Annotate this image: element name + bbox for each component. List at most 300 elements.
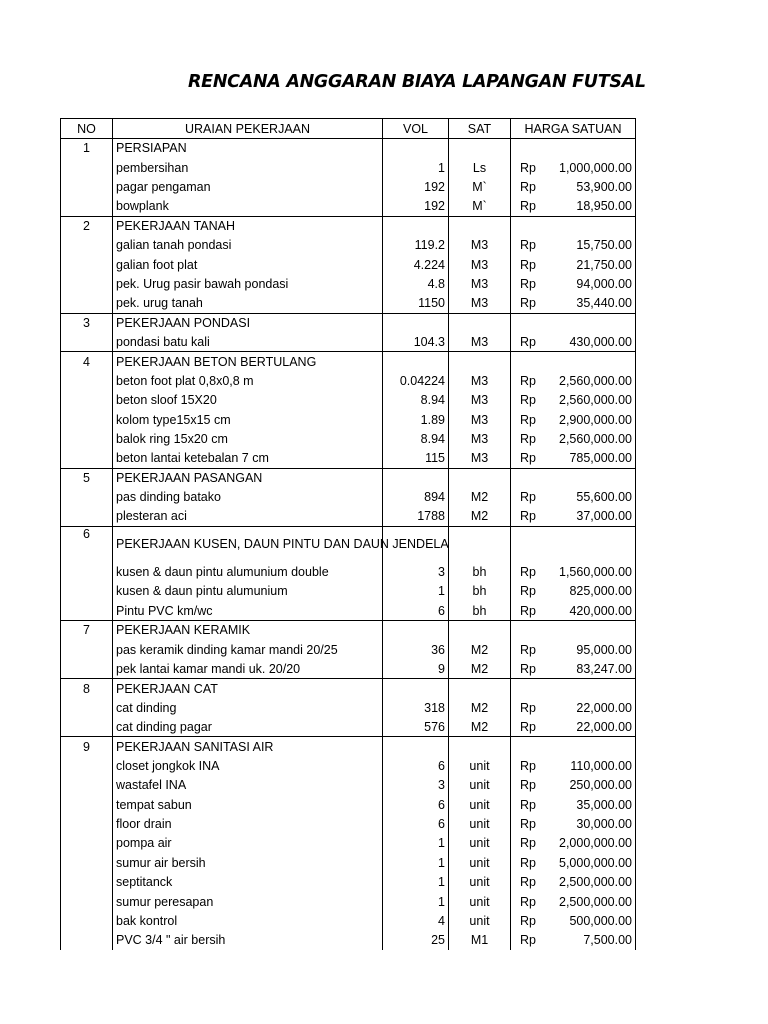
section-row (61, 526, 636, 562)
item-no-empty (61, 911, 113, 930)
item-volume: 894 (383, 488, 449, 507)
unit-price: 420,000.00 (569, 603, 632, 618)
item-no-empty (61, 717, 113, 736)
item-row (61, 332, 636, 351)
section-name: PEKERJAAN KUSEN, DAUN PINTU DAN DAUN JENDELA (113, 526, 383, 562)
unit-price: 22,000.00 (576, 719, 632, 734)
section-vol-empty (383, 620, 449, 639)
section-price-empty (511, 526, 636, 562)
item-no-empty (61, 853, 113, 872)
section-sat-empty (449, 679, 511, 698)
item-description: galian tanah pondasi (113, 235, 383, 254)
item-unit: unit (449, 834, 511, 853)
unit-price: 53,900.00 (576, 179, 632, 194)
section-name: PEKERJAAN CAT (113, 679, 383, 698)
unit-price: 94,000.00 (576, 276, 632, 291)
item-volume: 1 (383, 873, 449, 892)
item-volume: 1 (383, 892, 449, 911)
section-sat-empty (449, 620, 511, 639)
item-row (61, 795, 636, 814)
item-description: PVC 3/4 " air bersih (113, 931, 383, 950)
unit-price: 1,560,000.00 (559, 565, 632, 579)
item-price-cell (511, 659, 636, 678)
section-row (61, 313, 636, 332)
item-no-empty (61, 601, 113, 620)
item-price-cell (511, 274, 636, 293)
item-unit: bh (449, 562, 511, 581)
section-row (61, 216, 636, 235)
item-row (61, 449, 636, 468)
unit-price: 2,560,000.00 (559, 393, 632, 408)
unit-price: 2,500,000.00 (559, 894, 632, 909)
currency-label: Rp (520, 257, 536, 272)
item-unit: M3 (449, 410, 511, 429)
item-no-empty (61, 429, 113, 448)
item-volume: 104.3 (383, 332, 449, 351)
section-price-empty (511, 216, 636, 235)
item-volume: 0.04224 (383, 371, 449, 390)
item-price-cell (511, 294, 636, 313)
item-unit: M3 (449, 255, 511, 274)
item-volume: 576 (383, 717, 449, 736)
item-no-empty (61, 698, 113, 717)
item-unit: unit (449, 911, 511, 930)
section-row (61, 468, 636, 487)
item-row (61, 931, 636, 950)
item-row (61, 274, 636, 293)
item-price-cell (511, 371, 636, 390)
section-vol-empty (383, 352, 449, 371)
table-body (61, 139, 636, 951)
item-price-cell (511, 235, 636, 254)
currency-label: Rp (520, 914, 536, 929)
item-price-cell (511, 911, 636, 930)
item-unit: unit (449, 853, 511, 872)
currency-label: Rp (520, 509, 536, 524)
section-vol-empty (383, 468, 449, 487)
item-no-empty (61, 488, 113, 507)
item-description: pas dinding batako (113, 488, 383, 507)
section-name: PEKERJAAN SANITASI AIR (113, 737, 383, 756)
item-no-empty (61, 158, 113, 177)
item-unit: M3 (449, 371, 511, 390)
item-volume: 9 (383, 659, 449, 678)
section-number: 3 (61, 313, 113, 332)
item-description: pek. Urug pasir bawah pondasi (113, 274, 383, 293)
item-row (61, 255, 636, 274)
item-description: sumur peresapan (113, 892, 383, 911)
section-number: 8 (61, 679, 113, 698)
item-description: pondasi batu kali (113, 332, 383, 351)
section-row (61, 139, 636, 158)
section-sat-empty (449, 313, 511, 332)
item-description: balok ring 15x20 cm (113, 429, 383, 448)
section-price-empty (511, 679, 636, 698)
item-volume: 119.2 (383, 235, 449, 254)
item-price-cell (511, 158, 636, 177)
item-unit: Ls (449, 158, 511, 177)
currency-label: Rp (520, 778, 536, 793)
unit-price: 83,247.00 (576, 661, 632, 676)
item-row (61, 582, 636, 601)
item-row (61, 911, 636, 930)
item-price-cell (511, 391, 636, 410)
currency-label: Rp (520, 758, 536, 773)
unit-price: 785,000.00 (569, 451, 632, 466)
item-description: cat dinding (113, 698, 383, 717)
item-price-cell (511, 197, 636, 216)
currency-label: Rp (520, 817, 536, 832)
item-price-cell (511, 332, 636, 351)
item-row (61, 776, 636, 795)
item-row (61, 158, 636, 177)
item-row (61, 197, 636, 216)
item-volume: 25 (383, 931, 449, 950)
unit-price: 37,000.00 (576, 509, 632, 524)
item-volume: 6 (383, 795, 449, 814)
unit-price: 18,950.00 (576, 199, 632, 214)
item-unit: M3 (449, 294, 511, 313)
currency-label: Rp (520, 642, 536, 657)
item-unit: unit (449, 814, 511, 833)
item-unit: M2 (449, 640, 511, 659)
currency-label: Rp (520, 490, 536, 505)
item-description: sumur air bersih (113, 853, 383, 872)
currency-label: Rp (520, 797, 536, 812)
item-no-empty (61, 235, 113, 254)
unit-price: 35,000.00 (576, 797, 632, 812)
currency-label: Rp (520, 584, 536, 599)
item-unit: M2 (449, 659, 511, 678)
item-price-cell (511, 698, 636, 717)
unit-price: 55,600.00 (576, 490, 632, 505)
item-volume: 4.8 (383, 274, 449, 293)
section-name: PERSIAPAN (113, 139, 383, 158)
item-price-cell (511, 873, 636, 892)
unit-price: 2,500,000.00 (559, 875, 632, 890)
item-row (61, 429, 636, 448)
item-price-cell (511, 931, 636, 950)
section-vol-empty (383, 139, 449, 158)
item-no-empty (61, 931, 113, 950)
item-description: kusen & daun pintu alumunium (113, 582, 383, 601)
item-no-empty (61, 756, 113, 775)
item-no-empty (61, 507, 113, 526)
item-price-cell (511, 601, 636, 620)
unit-price: 35,440.00 (576, 296, 632, 311)
item-description: bak kontrol (113, 911, 383, 930)
currency-label: Rp (520, 199, 536, 214)
item-volume: 4 (383, 911, 449, 930)
currency-label: Rp (520, 160, 536, 175)
section-number: 9 (61, 737, 113, 756)
item-description: cat dinding pagar (113, 717, 383, 736)
currency-label: Rp (520, 661, 536, 676)
section-price-empty (511, 139, 636, 158)
item-price-cell (511, 410, 636, 429)
section-number: 5 (61, 468, 113, 487)
currency-label: Rp (520, 334, 536, 349)
unit-price: 110,000.00 (570, 758, 632, 773)
currency-label: Rp (520, 719, 536, 734)
item-volume: 4.224 (383, 255, 449, 274)
item-unit: M2 (449, 698, 511, 717)
currency-label: Rp (520, 238, 536, 253)
currency-label: Rp (520, 432, 536, 447)
section-number: 2 (61, 216, 113, 235)
item-row (61, 371, 636, 390)
currency-label: Rp (520, 276, 536, 291)
item-volume: 3 (383, 562, 449, 581)
header-harga: HARGA SATUAN (511, 119, 636, 139)
item-description: pompa air (113, 834, 383, 853)
section-name: PEKERJAAN BETON BERTULANG (113, 352, 383, 371)
currency-label: Rp (520, 565, 536, 579)
section-price-empty (511, 620, 636, 639)
item-description: closet jongkok INA (113, 756, 383, 775)
item-description: beton sloof 15X20 (113, 391, 383, 410)
item-price-cell (511, 488, 636, 507)
item-no-empty (61, 294, 113, 313)
header-row (61, 119, 636, 139)
item-description: floor drain (113, 814, 383, 833)
item-unit: bh (449, 601, 511, 620)
item-no-empty (61, 562, 113, 581)
item-unit: M3 (449, 391, 511, 410)
section-vol-empty (383, 216, 449, 235)
item-unit: M` (449, 177, 511, 196)
item-price-cell (511, 507, 636, 526)
item-row (61, 410, 636, 429)
item-volume: 8.94 (383, 429, 449, 448)
item-row (61, 892, 636, 911)
unit-price: 30,000.00 (576, 817, 632, 832)
item-no-empty (61, 197, 113, 216)
item-price-cell (511, 640, 636, 659)
item-price-cell (511, 834, 636, 853)
currency-label: Rp (520, 933, 536, 948)
unit-price: 500,000.00 (569, 914, 632, 929)
item-description: beton foot plat 0,8x0,8 m (113, 371, 383, 390)
unit-price: 7,500.00 (583, 933, 632, 948)
item-no-empty (61, 449, 113, 468)
item-row (61, 756, 636, 775)
item-price-cell (511, 429, 636, 448)
item-description: bowplank (113, 197, 383, 216)
item-volume: 1788 (383, 507, 449, 526)
item-no-empty (61, 391, 113, 410)
item-description: pek. urug tanah (113, 294, 383, 313)
unit-price: 15,750.00 (576, 238, 632, 253)
item-unit: M3 (449, 449, 511, 468)
item-row (61, 873, 636, 892)
item-price-cell (511, 177, 636, 196)
item-volume: 318 (383, 698, 449, 717)
item-unit: M2 (449, 507, 511, 526)
unit-price: 1,000,000.00 (559, 160, 632, 175)
section-price-empty (511, 313, 636, 332)
item-row (61, 853, 636, 872)
section-row (61, 679, 636, 698)
item-unit: M3 (449, 332, 511, 351)
item-volume: 6 (383, 601, 449, 620)
item-no-empty (61, 371, 113, 390)
unit-price: 430,000.00 (569, 334, 632, 349)
section-number: 6 (61, 526, 113, 562)
item-price-cell (511, 892, 636, 911)
section-row (61, 620, 636, 639)
item-unit: M3 (449, 274, 511, 293)
section-row (61, 352, 636, 371)
item-no-empty (61, 274, 113, 293)
item-price-cell (511, 717, 636, 736)
item-no-empty (61, 776, 113, 795)
item-unit: bh (449, 582, 511, 601)
item-price-cell (511, 776, 636, 795)
item-description: kusen & daun pintu alumunium double (113, 562, 383, 581)
currency-label: Rp (520, 393, 536, 408)
item-description: pas keramik dinding kamar mandi 20/25 (113, 640, 383, 659)
currency-label: Rp (520, 296, 536, 311)
item-no-empty (61, 640, 113, 659)
item-row (61, 294, 636, 313)
item-unit: unit (449, 892, 511, 911)
section-number: 7 (61, 620, 113, 639)
header-uraian: URAIAN PEKERJAAN (113, 119, 383, 139)
item-unit: unit (449, 873, 511, 892)
item-no-empty (61, 795, 113, 814)
section-number: 4 (61, 352, 113, 371)
item-unit: M3 (449, 429, 511, 448)
section-sat-empty (449, 216, 511, 235)
item-price-cell (511, 562, 636, 581)
item-no-empty (61, 892, 113, 911)
item-no-empty (61, 873, 113, 892)
item-row (61, 391, 636, 410)
item-volume: 192 (383, 177, 449, 196)
item-volume: 6 (383, 814, 449, 833)
item-description: pek lantai kamar mandi uk. 20/20 (113, 659, 383, 678)
section-name: PEKERJAAN PONDASI (113, 313, 383, 332)
item-description: pembersihan (113, 158, 383, 177)
section-vol-empty (383, 313, 449, 332)
item-row (61, 488, 636, 507)
currency-label: Rp (520, 451, 536, 466)
item-row (61, 834, 636, 853)
item-row (61, 814, 636, 833)
item-volume: 1 (383, 834, 449, 853)
item-row (61, 507, 636, 526)
item-volume: 3 (383, 776, 449, 795)
section-price-empty (511, 352, 636, 371)
item-price-cell (511, 449, 636, 468)
unit-price: 2,560,000.00 (559, 432, 632, 447)
section-price-empty (511, 737, 636, 756)
item-description: Pintu PVC km/wc (113, 601, 383, 620)
item-unit: M` (449, 197, 511, 216)
item-no-empty (61, 332, 113, 351)
item-row (61, 601, 636, 620)
item-volume: 6 (383, 756, 449, 775)
currency-label: Rp (520, 373, 536, 388)
item-description: wastafel INA (113, 776, 383, 795)
item-unit: M2 (449, 717, 511, 736)
currency-label: Rp (520, 894, 536, 909)
item-price-cell (511, 255, 636, 274)
item-no-empty (61, 177, 113, 196)
unit-price: 22,000.00 (576, 700, 632, 715)
item-row (61, 177, 636, 196)
unit-price: 2,560,000.00 (559, 373, 632, 388)
item-row (61, 698, 636, 717)
item-volume: 1 (383, 158, 449, 177)
unit-price: 2,000,000.00 (559, 836, 632, 851)
item-row (61, 717, 636, 736)
unit-price: 2,900,000.00 (559, 412, 632, 427)
unit-price: 825,000.00 (569, 584, 632, 599)
item-volume: 192 (383, 197, 449, 216)
item-no-empty (61, 814, 113, 833)
item-volume: 8.94 (383, 391, 449, 410)
item-description: septitanck (113, 873, 383, 892)
item-unit: unit (449, 795, 511, 814)
section-vol-empty (383, 679, 449, 698)
item-volume: 1.89 (383, 410, 449, 429)
item-description: pagar pengaman (113, 177, 383, 196)
currency-label: Rp (520, 700, 536, 715)
section-sat-empty (449, 139, 511, 158)
item-volume: 1150 (383, 294, 449, 313)
currency-label: Rp (520, 836, 536, 851)
section-number: 1 (61, 139, 113, 158)
item-description: plesteran aci (113, 507, 383, 526)
budget-table (60, 118, 636, 950)
unit-price: 250,000.00 (569, 778, 632, 793)
section-sat-empty (449, 468, 511, 487)
item-no-empty (61, 659, 113, 678)
unit-price: 95,000.00 (576, 642, 632, 657)
currency-label: Rp (520, 875, 536, 890)
item-unit: M1 (449, 931, 511, 950)
unit-price: 5,000,000.00 (559, 855, 632, 870)
currency-label: Rp (520, 855, 536, 870)
item-row (61, 640, 636, 659)
section-name: PEKERJAAN PASANGAN (113, 468, 383, 487)
section-vol-empty (383, 737, 449, 756)
item-unit: M3 (449, 235, 511, 254)
section-sat-empty (449, 352, 511, 371)
item-row (61, 235, 636, 254)
section-sat-empty (449, 526, 511, 562)
item-volume: 1 (383, 853, 449, 872)
unit-price: 21,750.00 (576, 257, 632, 272)
currency-label: Rp (520, 179, 536, 194)
section-row (61, 737, 636, 756)
header-no: NO (61, 119, 113, 139)
item-description: galian foot plat (113, 255, 383, 274)
section-name: PEKERJAAN TANAH (113, 216, 383, 235)
item-volume: 36 (383, 640, 449, 659)
item-unit: M2 (449, 488, 511, 507)
section-name: PEKERJAAN KERAMIK (113, 620, 383, 639)
item-description: tempat sabun (113, 795, 383, 814)
item-description: beton lantai ketebalan 7 cm (113, 449, 383, 468)
currency-label: Rp (520, 603, 536, 618)
item-price-cell (511, 582, 636, 601)
header-vol: VOL (383, 119, 449, 139)
item-price-cell (511, 814, 636, 833)
section-sat-empty (449, 737, 511, 756)
